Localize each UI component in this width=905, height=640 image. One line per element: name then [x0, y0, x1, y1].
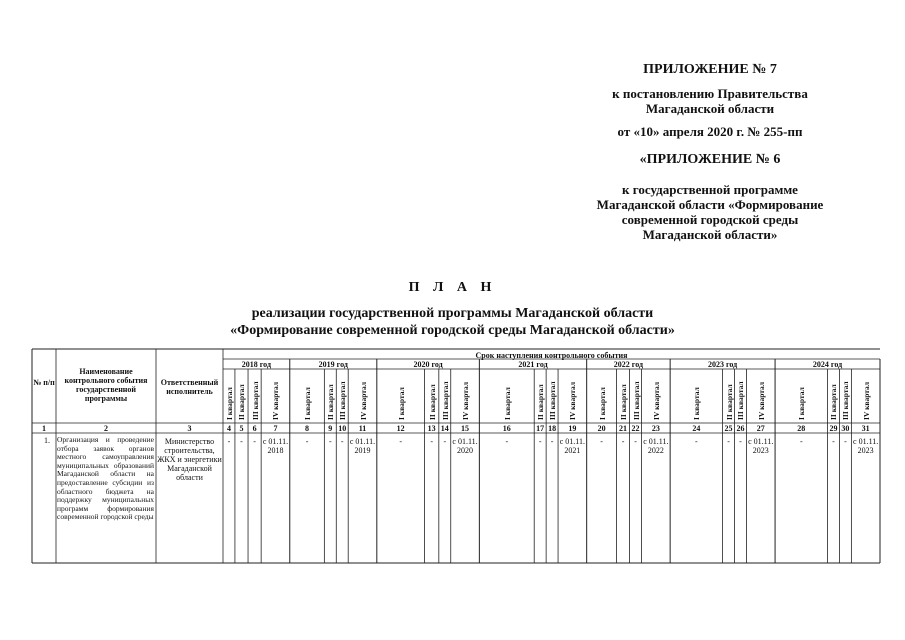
empty-dash: -: [328, 437, 332, 446]
quarter-header: II квартал: [536, 384, 546, 420]
quarter-header: I квартал: [797, 387, 807, 420]
appendix-7-date: от «10» апреля 2020 г. № 255-пп: [617, 124, 803, 139]
appendix-7-title: ПРИЛОЖЕНИЕ № 7: [643, 62, 777, 77]
empty-dash: -: [399, 437, 402, 446]
column-number: 8: [305, 424, 310, 433]
empty-dash: -: [253, 437, 256, 446]
quarter-header: III квартал: [631, 381, 641, 420]
empty-dash: -: [443, 437, 447, 446]
quarter-header: II квартал: [326, 384, 336, 420]
year-header-2024: 2024 год: [812, 360, 843, 369]
column-number: 7: [273, 424, 278, 433]
column-number: 25: [724, 424, 733, 433]
quarter-header: II квартал: [829, 384, 839, 420]
deadline-value: с 01.11. 2018: [262, 437, 289, 455]
column-number: 19: [568, 424, 577, 433]
empty-dash: -: [621, 437, 625, 446]
column-number: 10: [338, 424, 347, 433]
empty-dash: -: [550, 437, 554, 446]
deadline-value: с 01.11. 2020: [452, 437, 478, 455]
appendix-6-title: «ПРИЛОЖЕНИЕ № 6: [639, 152, 781, 167]
col-header-responsible: Ответственный исполнитель: [160, 378, 219, 396]
col-header-number: № п/п: [33, 378, 55, 387]
quarter-header: I квартал: [692, 387, 702, 420]
row-number: 1.: [44, 436, 50, 445]
year-header-2019: 2019 год: [318, 360, 348, 369]
column-number: 18: [548, 424, 557, 433]
empty-dash: -: [799, 437, 803, 446]
column-number: 6: [252, 424, 257, 433]
column-number: 14: [440, 424, 449, 433]
quarter-header: III квартал: [736, 381, 746, 420]
column-number: 11: [358, 424, 367, 433]
column-number: 23: [651, 424, 660, 433]
empty-dash: -: [430, 437, 433, 446]
column-number: 1: [42, 424, 46, 433]
quarter-header: IV квартал: [271, 381, 281, 420]
empty-dash: -: [505, 437, 509, 446]
deadline-value: с 01.11. 2019: [349, 437, 376, 455]
column-number: 30: [841, 424, 850, 433]
year-header-2023: 2023 год: [707, 360, 738, 369]
quarter-header: II квартал: [237, 384, 247, 420]
quarter-header: IV квартал: [861, 381, 871, 420]
quarter-header: I квартал: [396, 387, 406, 420]
empty-dash: -: [600, 437, 603, 446]
plan-title: П Л А Н: [408, 280, 497, 295]
empty-dash: -: [844, 437, 847, 446]
quarter-header: II квартал: [427, 384, 437, 420]
column-number: 26: [736, 424, 745, 433]
empty-dash: -: [305, 437, 309, 446]
empty-dash: -: [340, 437, 344, 446]
column-number: 24: [692, 424, 701, 433]
empty-dash: -: [634, 437, 637, 446]
deadline-value: с 01.11. 2023: [748, 437, 774, 455]
year-header-2022: 2022 год: [613, 360, 644, 369]
deadline-value: с 01.11. 2023: [853, 437, 879, 455]
quarter-header: IV квартал: [756, 381, 766, 420]
column-number: 28: [797, 424, 806, 433]
empty-dash: -: [832, 437, 835, 446]
quarter-header: III квартал: [548, 381, 558, 420]
column-number: 3: [187, 424, 192, 433]
empty-dash: -: [538, 437, 542, 446]
quarter-header: I квартал: [303, 387, 313, 420]
column-number: 20: [597, 424, 606, 433]
year-header-2020: 2020 год: [413, 360, 443, 369]
plan-subtitle: реализации государственной программы Магаданской области «Формирование современной городской среды Магаданской области»: [230, 306, 675, 338]
quarter-header: IV квартал: [461, 381, 471, 420]
column-number: 21: [619, 424, 628, 433]
empty-dash: -: [727, 437, 730, 446]
row-responsible: Министерство строительства, ЖКХ и энергетики Магаданской области: [157, 437, 222, 482]
quarter-header: I квартал: [597, 387, 607, 420]
empty-dash: -: [695, 437, 698, 446]
column-number: 16: [502, 424, 511, 433]
column-number: 2: [104, 424, 108, 433]
quarter-header: III квартал: [338, 381, 348, 420]
quarter-header: III квартал: [841, 381, 851, 420]
year-header-2021: 2021 год: [518, 360, 548, 369]
year-header-2018: 2018 год: [241, 360, 271, 369]
quarter-header: I квартал: [502, 387, 512, 420]
appendix-6-subtitle: к государственной программе Магаданской области «Формирование современной городской среды Магаданской области»: [596, 182, 824, 242]
quarter-header: IV квартал: [568, 381, 578, 420]
quarter-header: IV квартал: [358, 381, 368, 420]
column-number: 4: [226, 424, 231, 433]
column-number: 13: [427, 424, 436, 433]
empty-dash: -: [739, 437, 742, 446]
quarter-header: III квартал: [250, 381, 260, 420]
quarter-header: II квартал: [619, 384, 629, 420]
empty-dash: -: [240, 437, 243, 446]
column-number: 29: [829, 424, 838, 433]
column-number: 5: [239, 424, 244, 433]
appendix-7-subtitle: к постановлению Правительства Магаданской области: [612, 86, 808, 116]
column-number: 27: [756, 424, 765, 433]
column-number: 9: [328, 424, 333, 433]
column-number: 15: [461, 424, 470, 433]
quarter-header: IV квартал: [651, 381, 661, 420]
quarter-header: III квартал: [440, 381, 450, 420]
quarter-header: I квартал: [224, 387, 234, 420]
col-header-event-name: Наименование контрольного события государственной программы: [64, 367, 148, 403]
deadline-value: с 01.11. 2022: [643, 437, 669, 455]
column-number: 22: [631, 424, 640, 433]
column-number: 17: [536, 424, 545, 433]
column-number: 31: [861, 424, 870, 433]
empty-dash: -: [227, 437, 231, 446]
col-header-deadline: Срок наступления контрольного события: [475, 351, 628, 360]
row-event-name: Организация и проведение отбора заявок органов местного самоуправления муниципальных образований Магаданской области на предоставление субсидии из областного бюджета на поддержку муниципальных программ формирования современной городской среды: [57, 435, 154, 522]
deadline-value: с 01.11. 2021: [559, 437, 585, 455]
column-number: 12: [396, 424, 405, 433]
quarter-header: II квартал: [724, 384, 734, 420]
